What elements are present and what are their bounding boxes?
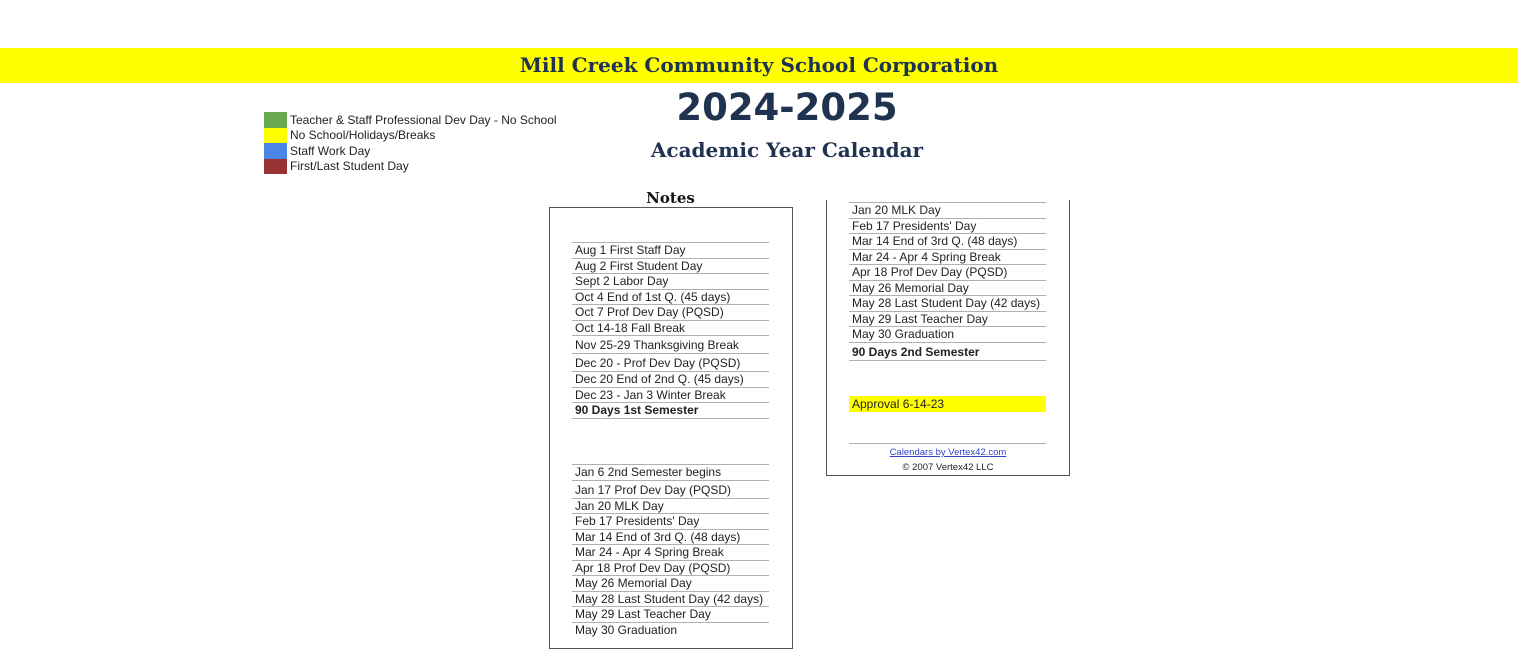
notes-panel-right[interactable] (826, 200, 1070, 476)
list-item: Jan 17 Prof Dev Day (PQSD) (572, 480, 769, 498)
list-item: May 30 Graduation (849, 326, 1046, 342)
list-item: Dec 20 - Prof Dev Day (PQSD) (572, 353, 769, 371)
second-semester-list-right (849, 202, 1046, 361)
title-banner (0, 48, 1518, 83)
list-item: Apr 18 Prof Dev Day (PQSD) (572, 560, 769, 576)
divider (849, 443, 1046, 444)
list-item: Dec 23 - Jan 3 Winter Break (572, 387, 769, 403)
legend-label: Staff Work Day (290, 143, 371, 158)
legend-swatch-red (264, 159, 287, 175)
list-item: May 29 Last Teacher Day (572, 606, 769, 622)
notes-heading: Notes (646, 189, 695, 207)
list-item: Feb 17 Presidents' Day (572, 513, 769, 529)
list-item: Aug 1 First Staff Day (572, 242, 769, 258)
list-item: Mar 24 - Apr 4 Spring Break (572, 544, 769, 560)
legend-swatch-green (264, 112, 287, 128)
first-semester-list (572, 242, 769, 419)
legend-swatch-blue (264, 143, 287, 159)
notes-panel-left[interactable] (549, 207, 793, 649)
legend-label: Teacher & Staff Professional Dev Day - No School (290, 112, 557, 127)
calendar-subtitle: Academic Year Calendar (650, 138, 924, 162)
list-item: Mar 14 End of 3rd Q. (48 days) (849, 233, 1046, 249)
second-semester-list (572, 464, 769, 637)
list-item: Apr 18 Prof Dev Day (PQSD) (849, 264, 1046, 280)
copyright-text: © 2007 Vertex42 LLC (902, 462, 994, 473)
legend-item (264, 143, 557, 159)
list-item: May 29 Last Teacher Day (849, 311, 1046, 327)
list-item: Mar 14 End of 3rd Q. (48 days) (572, 529, 769, 545)
list-item: Mar 24 - Apr 4 Spring Break (849, 249, 1046, 265)
list-item: Oct 14-18 Fall Break (572, 320, 769, 336)
semester-total: 90 Days 2nd Semester (849, 342, 1046, 361)
list-item: Oct 7 Prof Dev Day (PQSD) (572, 304, 769, 320)
org-name: Mill Creek Community School Corporation (519, 53, 999, 77)
legend-item (264, 128, 557, 144)
legend-label: First/Last Student Day (290, 159, 409, 174)
legend-item (264, 112, 557, 128)
legend-swatch-yellow (264, 128, 287, 144)
list-item: May 28 Last Student Day (42 days) (849, 295, 1046, 311)
list-item: Oct 4 End of 1st Q. (45 days) (572, 289, 769, 305)
list-item: May 26 Memorial Day (849, 280, 1046, 296)
list-item: May 30 Graduation (572, 622, 769, 638)
list-item: Sept 2 Labor Day (572, 273, 769, 289)
list-item: Jan 20 MLK Day (849, 202, 1046, 218)
semester-total: 90 Days 1st Semester (572, 402, 769, 419)
list-item: Nov 25-29 Thanksgiving Break (572, 335, 769, 353)
list-item: May 28 Last Student Day (42 days) (572, 591, 769, 607)
list-item: Feb 17 Presidents' Day (849, 218, 1046, 234)
list-item: Dec 20 End of 2nd Q. (45 days) (572, 371, 769, 387)
legend-item (264, 159, 557, 175)
list-item: Jan 6 2nd Semester begins (572, 464, 769, 480)
legend (264, 112, 557, 174)
legend-label: No School/Holidays/Breaks (290, 128, 436, 143)
vertex42-link[interactable]: Calendars by Vertex42.com (889, 447, 1007, 458)
approval-note: Approval 6-14-23 (849, 396, 1046, 412)
list-item: Aug 2 First Student Day (572, 258, 769, 274)
list-item: Jan 20 MLK Day (572, 498, 769, 514)
school-year: 2024-2025 (676, 86, 898, 129)
list-item: May 26 Memorial Day (572, 575, 769, 591)
